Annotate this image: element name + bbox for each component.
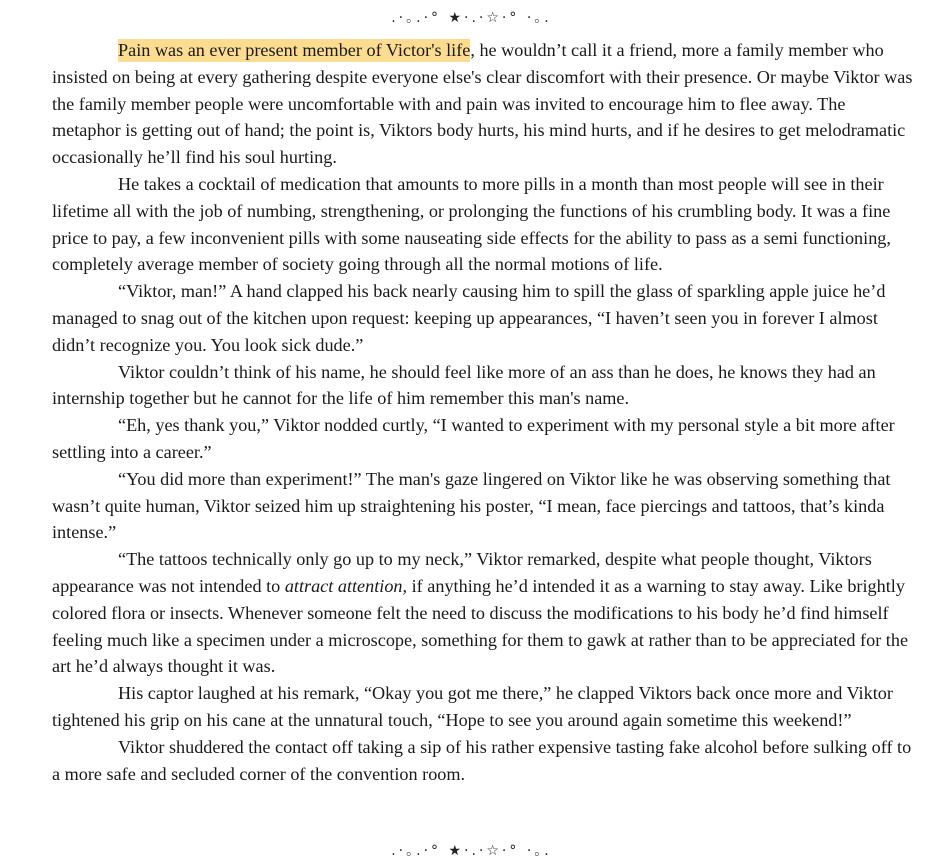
paragraph-5: “Eh, yes thank you,” Viktor nodded curtly, “I wanted to experiment with my personal style a bit more after settling into a career.” [52, 415, 895, 462]
paragraph-6: “You did more than experiment!” The man's gaze lingered on Viktor like he was observing something that wasn’t quite human, Viktor seized him up straightening his poster, “I mean, face piercings and tattoos, that’s kinda intense.” [52, 468, 891, 543]
paragraph-4: Viktor couldn’t think of his name, he should feel like more of an ass than he does, he knows they had an internship together but he cannot for the life of him remember this man's name. [52, 361, 876, 409]
paragraph-7 [52, 546, 914, 680]
paragraph-1-text: , he wouldn’t call it a friend, more a family member who insisted on being at every gathering despite everyone else's clear discomfort with their presence. Or maybe Viktor was the family member people were uncomfortable with and pain was invited to encourage him to flee away. The metaphor is getting out of hand; the point is, Viktors body hurts, his mind hurts, and if he desires to get melodramatic occasionally he’ll find his soul hurting. [52, 40, 913, 168]
italic-text: attract attention, [284, 575, 408, 596]
story-text [52, 37, 914, 787]
paragraph-8: His captor laughed at his remark, “Okay you got me there,” he clapped Viktors back once more and Viktor tightened his grip on his cane at the unnatural touch, “Hope to see you around again sometime this weekend!” [52, 683, 893, 730]
paragraph-7-text-after: if anything he’d intended it as a warning to stay away. Like brightly colored flora or insects. Whenever someone felt the need to discuss the modifications to his body he’d find himself feeling much like a specimen under a microscope, something for them to gawk at rather than to be appreciated for the art he’d always thought it was. [52, 575, 909, 677]
star-divider-top: .·｡.·° ★·.·☆·° ·｡. [391, 10, 552, 26]
paragraph-3: “Viktor, man!” A hand clapped his back nearly causing him to spill the glass of sparkling apple juice he’d managed to snag out of the kitchen upon request: keeping up appearances, “I haven’t seen you in forever I almost didn’t recognize you. You look sick dude.” [52, 281, 886, 355]
paragraph-9: Viktor shuddered the contact off taking a sip of his rather expensive tasting fake alcohol before sulking off to a more safe and secluded corner of the convention room. [52, 736, 912, 784]
highlighted-text[interactable]: Pain was an ever present member of Victor's life [118, 40, 471, 60]
star-divider-bottom: .·｡.·° ★·.·☆·° ·｡. [391, 843, 552, 859]
paragraph-2: He takes a cocktail of medication that amounts to more pills in a month than most people will see in their lifetime all with the job of numbing, strengthening, or prolonging the functions of his crumbling body. It was a fine price to pay, a few inconvenient pills with some nauseating side effects for the ability to pass as a semi functioning, completely average member of society going through all the normal motions of life. [52, 173, 891, 275]
paragraph-1 [52, 37, 914, 171]
paragraph-7-text-before: “The tattoos technically only go up to my neck,” Viktor remarked, despite what people thought, Viktors appearance was not intended to [52, 549, 872, 596]
